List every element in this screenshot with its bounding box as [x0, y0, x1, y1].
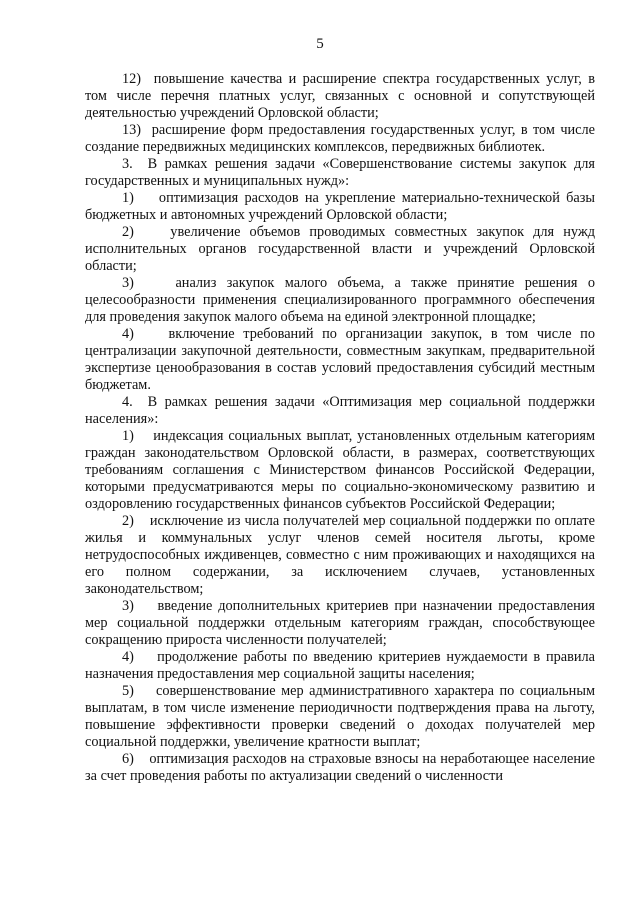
paragraph-section-4-item-3: 3) введение дополнительных критериев при назначении предоставления мер социальной поддержки отдельным категориям граждан, способствующее сокращению прироста численности получателей; [85, 598, 595, 648]
paragraph-section-3-item-3: 3) анализ закупок малого объема, а также принятие решения о целесообразности применения специализированного программного обеспечения для проведения закупок малого объема на единой электронной площадке; [85, 275, 595, 325]
page-number: 5 [316, 36, 324, 52]
paragraph-section-3-item-1: 1) оптимизация расходов на укрепление материально-технической базы бюджетных и автономных учреждений Орловской области; [85, 190, 595, 223]
paragraph-section-4-item-2: 2) исключение из числа получателей мер социальной поддержки по оплате жилья и коммунальных услуг членов семей носителя льготы, кроме нетрудоспособных иждивенцев, совместно с ним проживающих и находящихся на его полном содержании, за исключением случаев, установленных законодательством; [85, 513, 595, 597]
paragraph-section-3-item-4: 4) включение требований по организации закупок, в том числе по централизации закупочной деятельности, совместным закупкам, предварительной экспертизе ценообразования в состав условий предоставления субсидий местным бюджетам. [85, 326, 595, 393]
paragraph-section-3: 3. В рамках решения задачи «Совершенствование системы закупок для государственных и муниципальных нужд»: [85, 156, 595, 189]
paragraph-item-12: 12) повышение качества и расширение спектра государственных услуг, в том числе перечня платных услуг, связанных с основной и сопутствующей деятельностью учреждений Орловской области; [85, 71, 595, 121]
paragraph-section-4: 4. В рамках решения задачи «Оптимизация мер социальной поддержки населения»: [85, 394, 595, 427]
paragraph-section-4-item-6: 6) оптимизация расходов на страховые взносы на неработающее население за счет проведения работы по актуализации сведений о численности [85, 751, 595, 784]
paragraph-section-4-item-4: 4) продолжение работы по введению критериев нуждаемости в правила назначения предоставления мер социальной защиты населения; [85, 649, 595, 682]
paragraph-section-3-item-2: 2) увеличение объемов проводимых совместных закупок для нужд исполнительных органов государственной власти и учреждений Орловской области; [85, 224, 595, 274]
document-body [85, 71, 595, 785]
paragraph-section-4-item-5: 5) совершенствование мер административного характера по социальным выплатам, в том числе изменение периодичности подтверждения права на льготу, повышение эффективности проверки сведений о доходах получателей мер социальной поддержки, увеличение кратности выплат; [85, 683, 595, 750]
paragraph-item-13: 13) расширение форм предоставления государственных услуг, в том числе создание передвижных медицинских комплексов, передвижных библиотек. [85, 122, 595, 155]
paragraph-section-4-item-1: 1) индексация социальных выплат, установленных отдельным категориям граждан законодательством Орловской области, в размерах, соответствующих требованиям соглашения с Министерством финансов Российской Федерации, которыми предусматриваются меры по социально-экономическому развитию и оздоровлению государственных финансов субъектов Российской Федерации; [85, 428, 595, 512]
